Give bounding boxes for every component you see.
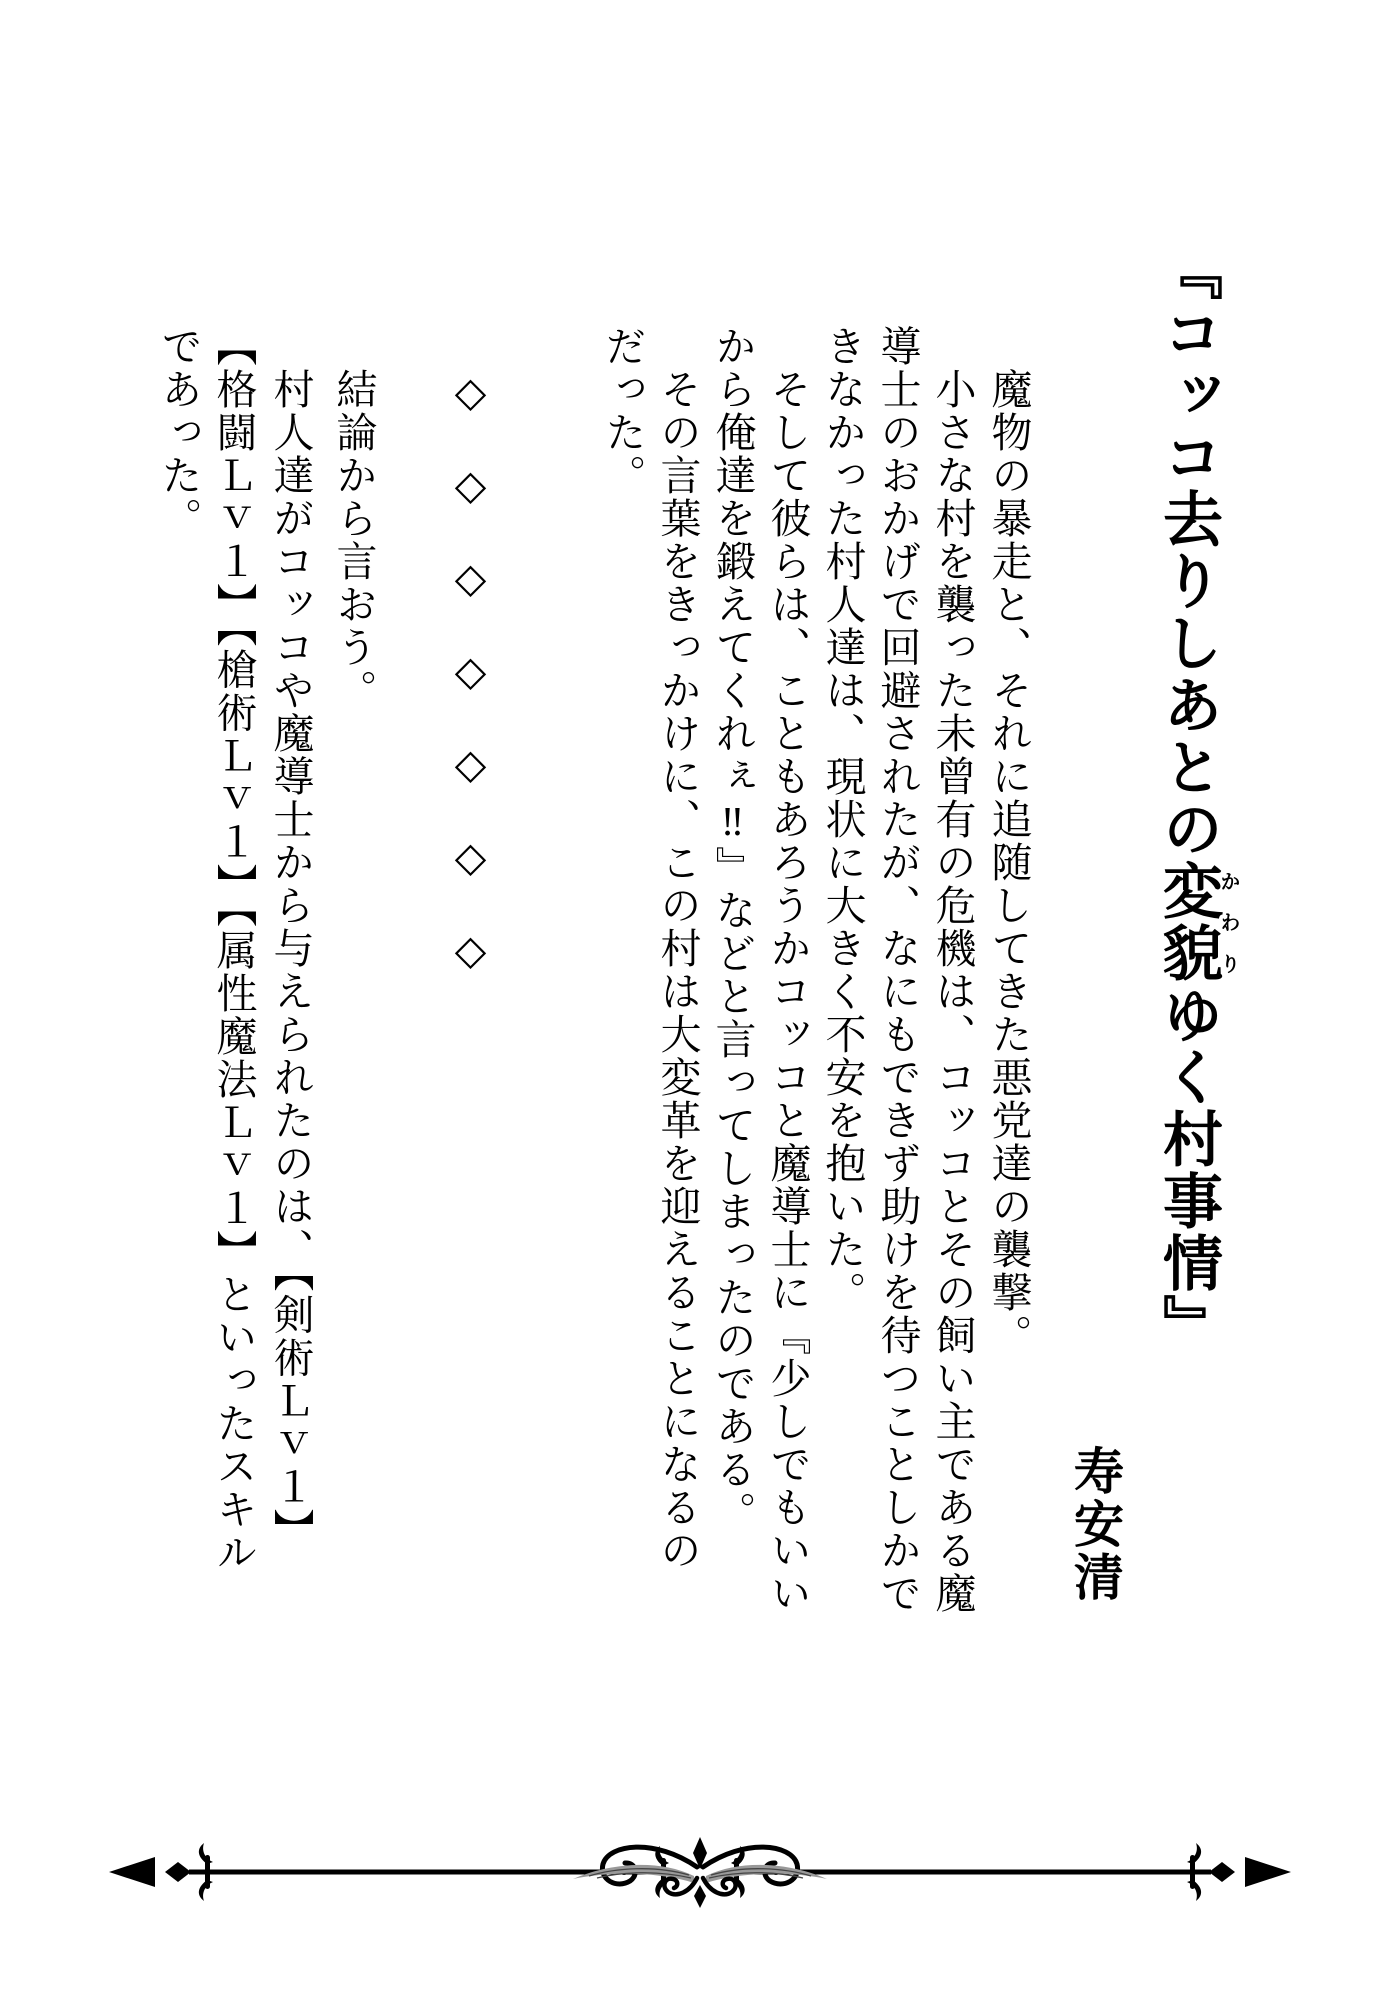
title-ruby (1155, 860, 1239, 984)
author-name: 寿安清 (1067, 1445, 1123, 1604)
text-line: であった。 (155, 325, 202, 540)
text-line: 導士のおかげで回避されたが、なにもできず助けを待つことしかで (874, 325, 921, 1615)
text-line: 小さな村を襲った未曾有の危機は、コッコとその飼い主である魔 (929, 325, 976, 1615)
text-line: 結論から言おう。 (330, 325, 377, 712)
text-line: そして彼らは、こともあろうかコッコと魔導士に『少しでもいい (764, 325, 811, 1615)
text-line: その言葉をきっかけに、この村は大変革を迎えることになるの (654, 325, 701, 1572)
text-line: だった。 (599, 325, 646, 497)
title-post: ゆく村事情』 (1155, 984, 1221, 1356)
text-line: 村人達がコッコや魔導士から与えられたのは、【剣術Ｌｖ１】 (267, 325, 314, 1552)
title-furigana: かわり (1217, 860, 1239, 984)
section-separator-diamonds: ◇ ◇ ◇ ◇ ◇ ◇ ◇ (447, 325, 494, 976)
text-line: きなかった村人達は、現状に大きく不安を抱いた。 (819, 325, 866, 1314)
text-line: 【格闘Ｌｖ１】【槍術Ｌｖ１】【属性魔法Ｌｖ１】といったスキル (210, 325, 257, 1574)
title-ruby-base: 変貌 (1155, 860, 1221, 984)
text-line: 魔物の暴走と、それに追随してきた悪党達の襲撃。 (985, 325, 1032, 1357)
text-line: から俺達を鍛えてくれぇ‼』などと言ってしまったのである。 (709, 325, 756, 1534)
title-pre: 『コッコ去りしあとの (1155, 240, 1221, 860)
novel-title (1155, 240, 1239, 1356)
ornamental-divider (105, 1834, 1295, 1910)
